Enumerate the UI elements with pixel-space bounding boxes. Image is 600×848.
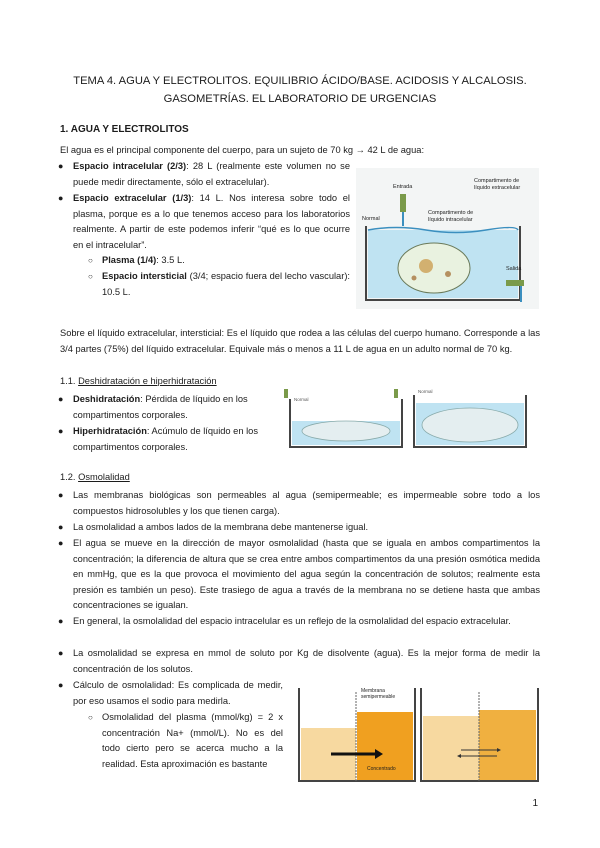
organelle [412,276,417,281]
list-item-intersticial [88,269,350,300]
section-1-1-number: 1.1. [60,376,79,386]
figure-compartments [356,168,539,309]
shrunk-cell [302,421,390,441]
sub-1-text: Osmolalidad del plasma (mmol/kg) = 2 x concentración Na+ (mmol/L). No es del todo cierto pero se acerca mucho a la realidad. Esta aproximación es bastante [102,712,283,769]
bullet-6-text: Cálculo de osmolalidad: Es complicada de medir, por eso usamos el sodio para medirla. [73,680,283,706]
title-line-1: TEMA 4. AGUA Y ELECTROLITOS. EQUILIBRIO ÁCIDO/BASE. ACIDOSIS Y ALCALOSIS. [73,75,527,87]
outlet-icon [506,280,524,286]
section-1-1-title: Deshidratación e hiperhidratación [78,376,217,386]
list-item-plasma [88,253,350,269]
document-title [60,72,540,108]
bullet-icon: ● [58,394,64,404]
list-item-osmolalidad-plasma [88,710,283,772]
label-concentrado: Concentrado [367,766,396,772]
list-item-osmolalidad-igual [58,520,540,536]
extracelular-text: : 14 L. Nos interesa sobre todo el plasma, porque es a lo que tenemos acceso para los laboratorios realmente. A partir de este podemos inferir “qué es lo que ocurre en el intracelular”. [73,193,351,250]
bullet-icon: ● [58,616,64,626]
deshidratacion-label: Deshidratación [73,394,141,404]
section-1-1-heading [60,374,217,390]
bullet-icon: ● [58,538,64,548]
intracelular-text: : 28 L (realmente este volumen no se puede medir directamente, sólo el extracelular). [73,161,350,187]
extracelular-label: Espacio extracelular (1/3) [73,193,192,203]
bullet-icon: ● [58,522,64,532]
osmosis-diagram [297,684,540,785]
faucet-icon [400,194,406,212]
section-1-intro: El agua es el principal componente del cuerpo, para un sujeto de 70 kg → 42 L de agua: [60,145,425,155]
label-normal: Normal [362,216,380,222]
bullet-icon: ● [58,648,64,658]
equilibrium-right [479,710,536,780]
faucet-icon [394,389,398,398]
circle-bullet-icon: ○ [88,272,93,281]
list-item-expresion [58,646,540,677]
deshidratacion-text: : Pérdida de líquido en los compartimentos corporales. [73,394,248,420]
label-normal-right: Normal [418,389,433,394]
section-1-2-number: 1.2. [60,472,79,482]
bullet-2-text: La osmolalidad a ambos lados de la membrana debe mantenerse igual. [73,522,369,532]
bullet-icon: ● [58,426,64,436]
list-item-membranas [58,488,540,519]
label-salida: Salida [506,266,522,272]
figure-hydration [276,385,541,455]
bullet-icon: ● [58,161,64,171]
plasma-text: : 3.5 L. [156,255,185,265]
bullet-1-text: Las membranas biológicas son permeables al agua (semipermeable; es impermeable sobre todo a los compuestos hidrosolubles y los que tienen carga). [73,490,540,516]
bullet-icon: ● [58,680,64,690]
list-item-calculo [58,678,283,709]
circle-bullet-icon: ○ [88,713,93,722]
circle-bullet-icon: ○ [88,256,93,265]
bullet-icon: ● [58,193,64,203]
label-entrada: Entrada [393,184,413,190]
list-item-deshidratacion [58,392,263,423]
organelle [445,271,451,277]
intersticial-text: (3/4; espacio fuera del lecho vascular): 10.5 L. [102,271,350,297]
bullet-3-text: El agua se mueve en la dirección de mayor osmolalidad (hasta que se iguala en ambos compartimentos la concentración; la diferencia de altura que se crea entre ambos compartimentos da una presión osmótica medida en mmHg, que es la que provoca el movimiento del agua según la concentración de solutos; realmente esta presión es también un peso). Este trasiego de agua a través de la membrana no se detiene hasta que ambas concentraciones se igualan. [73,538,540,610]
hiperhidratacion-label: Hiperhidratación [73,426,147,436]
page-number: 1 [532,798,538,809]
section-1-2-heading [60,470,130,486]
list-item-hiperhidratacion [58,424,263,455]
hydration-diagram [276,385,541,455]
title-line-2: GASOMETRÍAS. EL LABORATORIO DE URGENCIAS [163,93,437,105]
plasma-label: Plasma (1/4) [102,255,157,265]
list-item-reflejo [58,614,540,630]
bullet-5-text: La osmolalidad se expresa en mmol de soluto por Kg de disolvente (agua). Es la mejor forma de medir la concentración de los solutos. [73,648,540,674]
label-comp-extra: Compartimento de líquido extracelular [474,178,521,191]
intracelular-label: Espacio intracelular (2/3) [73,161,187,171]
cell-shape [398,243,470,293]
list-item-intracelular [58,159,350,190]
intersticial-paragraph: Sobre el líquido extracelular, intersticial: Es el líquido que rodea a las células del cuerpo humano. Corresponde a las 3/4 partes (75%) del líquido extracelular. Equivale más o menos a 11 L de agua en un adulto normal de 70 kg. [60,328,540,354]
hiperhidratacion-text: : Acúmulo de líquido en los compartimentos corporales. [73,426,258,452]
bullet-4-text: En general, la osmolalidad del espacio intracelular es un reflejo de la osmolalidad del espacio extracelular. [73,616,511,626]
bullet-icon: ● [58,490,64,500]
label-membrana: Membrana semipermeable [361,688,396,700]
faucet-icon [284,389,288,398]
swollen-cell [422,408,518,442]
section-1-2-title: Osmolalidad [78,472,130,482]
intersticial-label: Espacio intersticial [102,271,187,281]
figure-osmosis [297,684,540,785]
label-comp-intra: Compartimento de líquido intracelular [428,210,474,223]
cell-nucleus [419,259,433,273]
list-item-agua-mueve [58,536,540,614]
label-normal-left: Normal [294,397,309,402]
section-1-heading: 1. AGUA Y ELECTROLITOS [60,124,189,135]
list-item-extracelular [58,191,351,253]
